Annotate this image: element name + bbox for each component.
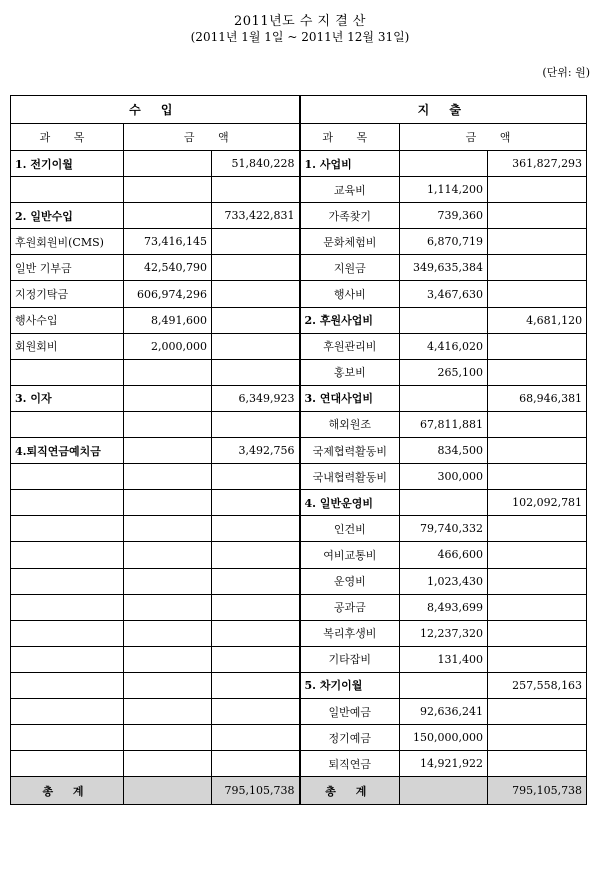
income-sub-amount-cell: 73,416,145	[124, 229, 212, 255]
table-row	[11, 359, 587, 385]
expense-amount-cell	[488, 542, 587, 568]
income-amount-cell	[212, 333, 300, 359]
income-amount-cell	[212, 490, 300, 516]
expense-item-cell: 복리후생비	[300, 620, 400, 646]
expense-amount-cell: 4,681,120	[488, 307, 587, 333]
income-sub-amount-cell	[124, 646, 212, 672]
expense-item-cell: 운영비	[300, 568, 400, 594]
table-row	[11, 203, 587, 229]
income-item-cell	[11, 751, 124, 777]
expense-item-cell: 홍보비	[300, 359, 400, 385]
income-sub-amount-cell	[124, 620, 212, 646]
expense-item-cell: 기타잡비	[300, 646, 400, 672]
income-sub-amount-cell	[124, 438, 212, 464]
expense-sub-amount-cell: 834,500	[400, 438, 488, 464]
table-row	[11, 725, 587, 751]
expense-amount-cell	[488, 229, 587, 255]
income-item-cell	[11, 620, 124, 646]
unit-label: (단위: 원)	[542, 66, 590, 79]
income-amount-cell	[212, 698, 300, 724]
income-sub-amount-cell	[124, 516, 212, 542]
expense-amount-cell	[488, 203, 587, 229]
income-sub-amount-cell	[124, 411, 212, 437]
expense-sub-amount-cell: 92,636,241	[400, 698, 488, 724]
expense-item-cell: 교육비	[300, 177, 400, 203]
income-item-cell	[11, 568, 124, 594]
expense-sub-amount-cell: 1,114,200	[400, 177, 488, 203]
table-row	[11, 229, 587, 255]
income-item-cell	[11, 359, 124, 385]
income-item-cell	[11, 646, 124, 672]
income-amount-cell: 733,422,831	[212, 203, 300, 229]
expense-sub-amount-cell: 4,416,020	[400, 333, 488, 359]
expense-item-cell: 문화체험비	[300, 229, 400, 255]
expense-amount-cell	[488, 698, 587, 724]
income-item-cell	[11, 594, 124, 620]
expense-sub-amount-cell: 150,000,000	[400, 725, 488, 751]
table-row	[11, 385, 587, 411]
income-sub-amount-cell	[124, 203, 212, 229]
expense-sub-amount-cell: 131,400	[400, 646, 488, 672]
expense-item-cell: 국제협력활동비	[300, 438, 400, 464]
column-header-row	[11, 124, 587, 151]
expense-sub-amount-cell	[400, 385, 488, 411]
income-item-cell	[11, 411, 124, 437]
table-row	[11, 542, 587, 568]
income-sub-amount-cell	[124, 464, 212, 490]
income-item-cell	[11, 698, 124, 724]
expense-amount-cell	[488, 333, 587, 359]
income-amount-cell	[212, 568, 300, 594]
income-amount-cell	[212, 751, 300, 777]
period-subtitle: (2011년 1월 1일 ~ 2011년 12월 31일)	[190, 30, 410, 44]
expense-amount-cell: 102,092,781	[488, 490, 587, 516]
income-sub-amount-cell	[124, 359, 212, 385]
expense-sub-amount-cell: 6,870,719	[400, 229, 488, 255]
expense-total-label: 총 계	[300, 777, 400, 805]
table-row	[11, 594, 587, 620]
expense-sub-amount-cell	[400, 307, 488, 333]
table-row	[11, 490, 587, 516]
income-sub-amount-cell: 2,000,000	[124, 333, 212, 359]
income-amount-cell	[212, 255, 300, 281]
expense-amount-cell	[488, 359, 587, 385]
income-amount-cell	[212, 411, 300, 437]
income-item-cell	[11, 490, 124, 516]
income-item-cell: 회원회비	[11, 333, 124, 359]
expense-item-cell: 2. 후원사업비	[300, 307, 400, 333]
expense-header: 지 출	[300, 96, 587, 124]
income-total-blank	[124, 777, 212, 805]
table-row	[11, 255, 587, 281]
expense-item-cell: 후원관리비	[300, 333, 400, 359]
expense-amount-cell	[488, 725, 587, 751]
expense-amount-cell	[488, 177, 587, 203]
expense-sub-amount-cell: 739,360	[400, 203, 488, 229]
income-item-cell: 지정기탁금	[11, 281, 124, 307]
expense-amount-cell: 361,827,293	[488, 151, 587, 177]
expense-item-cell: 인건비	[300, 516, 400, 542]
income-sub-amount-cell	[124, 177, 212, 203]
expense-amount-cell	[488, 438, 587, 464]
expense-sub-amount-cell: 466,600	[400, 542, 488, 568]
income-item-cell: 4.퇴직연금예치금	[11, 438, 124, 464]
table-row	[11, 151, 587, 177]
income-amount-cell	[212, 620, 300, 646]
expense-amount-cell	[488, 411, 587, 437]
income-sub-amount-cell	[124, 594, 212, 620]
income-sub-amount-cell: 606,974,296	[124, 281, 212, 307]
expense-sub-amount-cell: 8,493,699	[400, 594, 488, 620]
expense-item-cell: 3. 연대사업비	[300, 385, 400, 411]
income-header: 수 입	[11, 96, 300, 124]
expense-sub-amount-cell: 300,000	[400, 464, 488, 490]
table-row	[11, 672, 587, 698]
income-amount-cell	[212, 464, 300, 490]
expense-sub-amount-cell: 67,811,881	[400, 411, 488, 437]
table-row	[11, 568, 587, 594]
income-sub-amount-cell	[124, 698, 212, 724]
expense-amount-cell	[488, 464, 587, 490]
expense-item-cell: 가족찾기	[300, 203, 400, 229]
income-amount-cell	[212, 725, 300, 751]
expense-amount-cell	[488, 646, 587, 672]
expense-total-amount: 795,105,738	[488, 777, 587, 805]
income-amount-header: 금 액	[124, 124, 300, 151]
expense-amount-cell	[488, 281, 587, 307]
income-amount-cell: 51,840,228	[212, 151, 300, 177]
income-amount-cell	[212, 229, 300, 255]
income-sub-amount-cell	[124, 385, 212, 411]
income-sub-amount-cell	[124, 542, 212, 568]
expense-item-cell: 여비교통비	[300, 542, 400, 568]
income-total-amount: 795,105,738	[212, 777, 300, 805]
total-row	[11, 777, 587, 805]
table-row	[11, 333, 587, 359]
expense-item-cell: 지원금	[300, 255, 400, 281]
settlement-table	[10, 95, 587, 805]
income-item-cell	[11, 177, 124, 203]
income-amount-cell	[212, 672, 300, 698]
income-sub-amount-cell	[124, 568, 212, 594]
income-item-cell: 3. 이자	[11, 385, 124, 411]
expense-amount-cell	[488, 751, 587, 777]
income-amount-cell	[212, 594, 300, 620]
expense-item-cell: 행사비	[300, 281, 400, 307]
expense-sub-amount-cell: 14,921,922	[400, 751, 488, 777]
table-row	[11, 646, 587, 672]
income-sub-amount-cell	[124, 751, 212, 777]
document-title: 2011년도 수 지 결 산	[234, 14, 366, 29]
table-row	[11, 411, 587, 437]
expense-sub-amount-cell: 349,635,384	[400, 255, 488, 281]
income-sub-amount-cell	[124, 490, 212, 516]
income-item-cell	[11, 464, 124, 490]
income-item-cell	[11, 542, 124, 568]
income-item-cell: 일반 기부금	[11, 255, 124, 281]
table-row	[11, 464, 587, 490]
expense-sub-amount-cell	[400, 151, 488, 177]
income-item-header: 과 목	[11, 124, 124, 151]
income-amount-cell	[212, 177, 300, 203]
expense-item-cell: 공과금	[300, 594, 400, 620]
expense-amount-cell: 257,558,163	[488, 672, 587, 698]
income-amount-cell: 6,349,923	[212, 385, 300, 411]
table-row	[11, 698, 587, 724]
income-amount-cell	[212, 542, 300, 568]
expense-amount-cell	[488, 516, 587, 542]
income-amount-cell	[212, 646, 300, 672]
expense-sub-amount-cell: 1,023,430	[400, 568, 488, 594]
income-sub-amount-cell: 8,491,600	[124, 307, 212, 333]
income-item-cell: 2. 일반수입	[11, 203, 124, 229]
expense-amount-cell: 68,946,381	[488, 385, 587, 411]
expense-total-blank	[400, 777, 488, 805]
income-sub-amount-cell	[124, 672, 212, 698]
expense-item-cell: 1. 사업비	[300, 151, 400, 177]
expense-item-cell: 국내협력활동비	[300, 464, 400, 490]
income-amount-cell	[212, 307, 300, 333]
income-amount-cell	[212, 281, 300, 307]
expense-amount-cell	[488, 594, 587, 620]
expense-sub-amount-cell	[400, 672, 488, 698]
income-item-cell	[11, 672, 124, 698]
expense-sub-amount-cell: 3,467,630	[400, 281, 488, 307]
table-row	[11, 620, 587, 646]
expense-amount-cell	[488, 568, 587, 594]
expense-item-cell: 4. 일반운영비	[300, 490, 400, 516]
expense-item-cell: 해외원조	[300, 411, 400, 437]
income-sub-amount-cell	[124, 725, 212, 751]
expense-sub-amount-cell: 265,100	[400, 359, 488, 385]
expense-amount-cell	[488, 255, 587, 281]
table-row	[11, 751, 587, 777]
expense-item-cell: 퇴직연금	[300, 751, 400, 777]
income-item-cell	[11, 725, 124, 751]
income-item-cell	[11, 516, 124, 542]
expense-sub-amount-cell: 12,237,320	[400, 620, 488, 646]
income-item-cell: 1. 전기이월	[11, 151, 124, 177]
table-row	[11, 516, 587, 542]
expense-item-cell: 정기예금	[300, 725, 400, 751]
income-sub-amount-cell	[124, 151, 212, 177]
income-item-cell: 행사수입	[11, 307, 124, 333]
expense-sub-amount-cell	[400, 490, 488, 516]
table-row	[11, 438, 587, 464]
income-total-label: 총 계	[11, 777, 124, 805]
income-amount-cell	[212, 516, 300, 542]
income-item-cell: 후원회원비(CMS)	[11, 229, 124, 255]
table-row	[11, 281, 587, 307]
expense-amount-header: 금 액	[400, 124, 587, 151]
income-amount-cell: 3,492,756	[212, 438, 300, 464]
expense-item-cell: 5. 차기이월	[300, 672, 400, 698]
expense-amount-cell	[488, 620, 587, 646]
income-amount-cell	[212, 359, 300, 385]
table-row	[11, 177, 587, 203]
section-header-row	[11, 96, 587, 124]
income-sub-amount-cell: 42,540,790	[124, 255, 212, 281]
table-row	[11, 307, 587, 333]
expense-item-cell: 일반예금	[300, 698, 400, 724]
expense-sub-amount-cell: 79,740,332	[400, 516, 488, 542]
expense-item-header: 과 목	[300, 124, 400, 151]
